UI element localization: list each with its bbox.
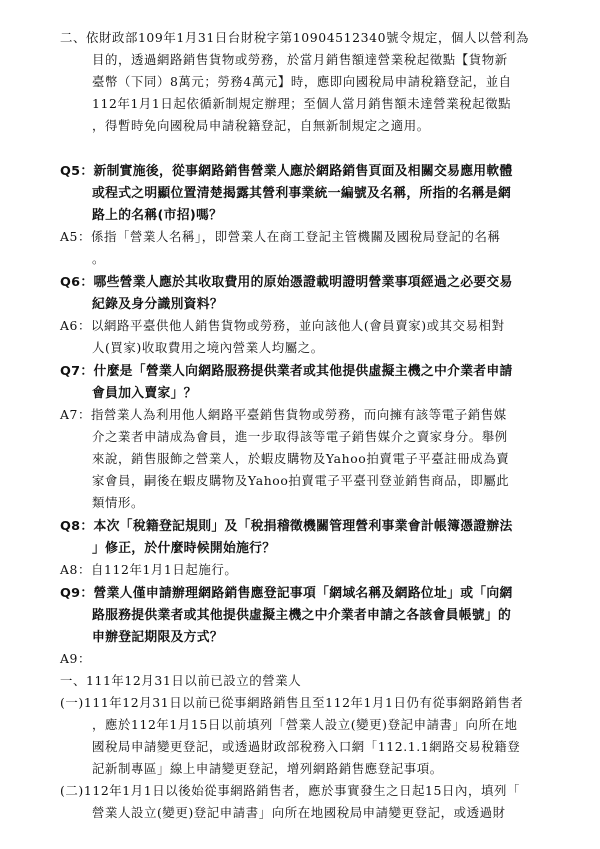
q5-question-line-1: Q5：新制實施後，從事網路銷售營業人應於網路銷售頁面及相關交易應用軟體 <box>60 164 513 179</box>
q9-answer-label: A9： <box>60 651 92 666</box>
q9-body-line-7: 營業人設立(變更)登記申請書」向所在地國稅局申請變更登記，或透過財 <box>92 805 506 820</box>
q7-answer-line-4: 家會員，嗣後在蝦皮購物及Yahoo拍賣電子平臺刊登並銷售商品，即屬此 <box>92 473 510 488</box>
q5-question-line-2: 或程式之明顯位置清楚揭露其營利事業統一編號及名稱，所指的名稱是網 <box>92 186 512 201</box>
q6-question-line-2: 紀錄及身分識別資料？ <box>92 297 223 312</box>
section2-line-1: 二、依財政部109年1月31日台財稅字第10904512340號令規定，個人以營利為 <box>60 30 529 45</box>
section2-line-3: 臺幣（下同）8萬元；勞務4萬元】時，應即向國稅局申請稅籍登記，並自 <box>92 74 512 89</box>
q5-answer-line-2: 。 <box>92 251 105 266</box>
q9-question-line-1: Q9：營業人僅申請辦理網路銷售應登記事項「網域名稱及網路位址」或「向網 <box>60 586 513 601</box>
q9-body-line-6: (二)112年1月1日以後始從事網路銷售者，應於事實發生之日起15日內，填列「 <box>60 783 520 798</box>
q5-question-line-3: 路上的名稱(市招)嗎？ <box>92 208 223 223</box>
q7-answer-line-1: A7：指營業人為利用他人網路平臺銷售貨物或勞務，而向擁有該等電子銷售媒 <box>60 407 507 422</box>
q7-question-line-2: 會員加入賣家」？ <box>92 386 197 401</box>
q9-body-line-2: (一)111年12月31日以前已從事網路銷售且至112年1月1日仍有從事網路銷售者 <box>60 695 524 710</box>
q9-question-line-3: 申辦登記期限及方式？ <box>92 630 223 645</box>
q8-question-line-2: 」修正，於什麼時候開始施行？ <box>92 541 276 556</box>
q7-question-line-1: Q7：什麼是「營業人向網路服務提供業者或其他提供虛擬主機之中介業者申請 <box>60 364 513 379</box>
q9-body-line-5: 記新制專區」線上申請變更登記，增列網路銷售應登記事項。 <box>92 761 443 776</box>
q5-answer-line-1: A5：係指「營業人名稱」，即營業人在商工登記主管機關及國稅局登記的名稱 <box>60 229 501 244</box>
section2-line-4: 112年1月1日起依循新制規定辦理；至個人當月銷售額未達營業稅起徵點 <box>92 96 512 111</box>
q7-answer-line-2: 介之業者申請成為會員，進一步取得該等電子銷售媒介之賣家身分。舉例 <box>92 429 508 444</box>
q7-answer-line-5: 類情形。 <box>92 495 144 510</box>
q6-question-line-1: Q6：哪些營業人應於其收取費用的原始憑證載明證明營業事項經過之必要交易 <box>60 275 513 290</box>
q8-answer-line-1: A8：自112年1月1日起施行。 <box>60 562 238 577</box>
q8-question-line-1: Q8：本次「稅籍登記規則」及「稅捐稽徵機關管理營利事業會計帳簿憑證辦法 <box>60 519 513 534</box>
q9-question-line-2: 路服務提供業者或其他提供虛擬主機之中介業者申請之各該會員帳號」的 <box>92 608 512 623</box>
q6-answer-line-2: 人(買家)收取費用之境內營業人均屬之。 <box>92 340 324 355</box>
q9-body-line-4: 國稅局申請變更登記，或透過財政部稅務入口網「112.1.1網路交易稅籍登 <box>92 739 521 754</box>
q9-body-line-1: 一、111年12月31日以前已設立的營業人 <box>60 673 302 688</box>
section2-line-5: ，得暫時免向國稅局申請稅籍登記，自無新制規定之適用。 <box>92 118 430 133</box>
q7-answer-line-3: 來說，銷售服飾之營業人，於蝦皮購物及Yahoo拍賣電子平臺註冊成為賣 <box>92 451 510 466</box>
q6-answer-line-1: A6：以網路平臺供他人銷售貨物或勞務，並向該他人(會員賣家)或其交易相對 <box>60 318 505 333</box>
q9-body-line-3: ，應於112年1月15日以前填列「營業人設立(變更)登記申請書」向所在地 <box>92 717 518 732</box>
section2-line-2: 目的，透過網路銷售貨物或勞務，於當月銷售額達營業稅起徵點【貨物新 <box>92 52 508 67</box>
